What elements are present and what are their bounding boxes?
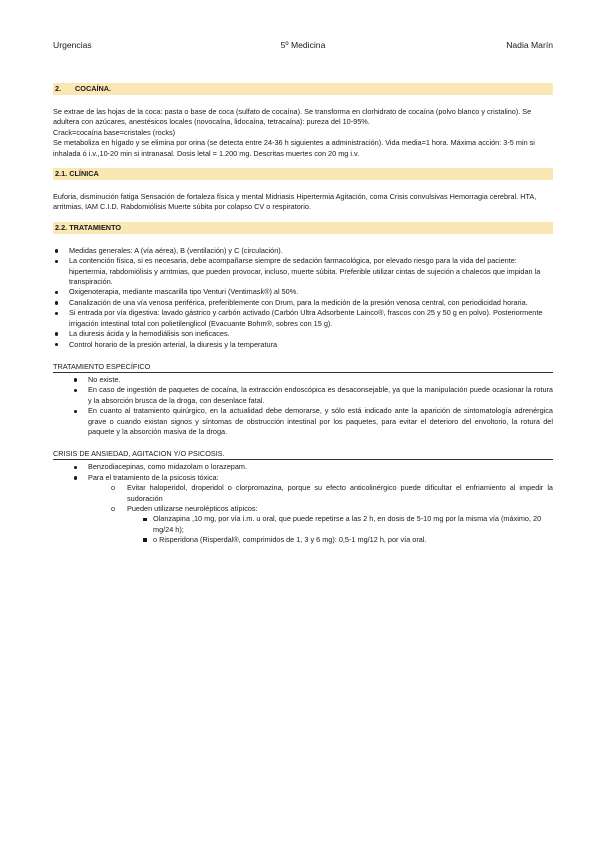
document-body bbox=[53, 83, 553, 546]
header-author: Nadia Marín bbox=[506, 40, 553, 50]
section-title: 2.1. CLÍNICA bbox=[55, 169, 99, 179]
list-item: Oxigenoterapia, mediante mascarilla tipo Venturi (Ventimask®) al 50%. bbox=[53, 287, 553, 297]
section-number: 2. bbox=[55, 84, 62, 93]
section-clinica-heading bbox=[53, 168, 553, 180]
sublist-item-text: Pueden utilizarse neurolépticos atípicos: bbox=[127, 503, 258, 513]
sublist-item bbox=[53, 504, 553, 514]
sub-sublist-item: Olanzapina ,10 mg, por vía i.m. u oral, que puede repetirse a las 2 h, en dosis de 5-10 mg por la misma vía (máximo, 20 mg/24 h); bbox=[53, 514, 553, 535]
sub-sublist-item: o Risperidona (Risperdal®, comprimidos de 1, 3 y 6 mg): 0,5-1 mg/12 h, por vía oral. bbox=[53, 535, 553, 545]
list-item: Control horario de la presión arterial, la diuresis y la temperatura bbox=[53, 340, 553, 350]
clinica-paragraph: Euforia, disminución fatiga Sensación de fortaleza física y mental Midriasis Hipertermia Agitación, coma Crisis convulsivas Hemorragia cerebral. HTA, arritmias, IAM C.I.D. Rabdomiólisis Muerte súbita por colapso CV o respiratorio. bbox=[53, 192, 537, 212]
list-item: En caso de ingestión de paquetes de cocaína, la extracción endoscópica es desaconsejable, ya que la manipulación puede ocasionar la rotura y la absorción brusca de la droga, con desenlace fatal. bbox=[53, 385, 553, 406]
header-course: 5º Medicina bbox=[280, 40, 326, 50]
header-subject: Urgencias bbox=[53, 40, 92, 50]
list-item-text: Para el tratamiento de la psicosis tóxica: bbox=[88, 472, 219, 482]
metabolism-paragraph: Se metaboliza en hígado y se elimina por orina (se detecta entre 24-36 h siguientes a administración). Vida media=1 hora. Máxima acción: 3-5 min si inhalada ó i.v.,10-20 min si intranasal. Dosis letal = 1.200 mg. Descritas muertes con 20 mg i.v. bbox=[53, 138, 535, 158]
page-header bbox=[53, 40, 553, 52]
list-item: La contención física, si es necesaria, debe acompañarse siempre de sedación farmacológica, por elevado riesgo para la vida del paciente: hipertermia, rabdomiólisis y arritmias, que pueden provocar, incluso, muerte súbita. Preferible utilizar cintas de sujeción a chalecos que impidan la transpiración. bbox=[53, 256, 553, 287]
list-item: Si entrada por vía digestiva: lavado gástrico y carbón activado (Carbón Ultra Adsorbente Lainco®, frascos con 25 y 50 g en polvo). Posteriormente irrigación intestinal total con polietilenglicol (Evacuante Bohm®, sobres con 15 g). bbox=[53, 308, 553, 329]
list-item: No existe. bbox=[53, 375, 553, 385]
cocaina-description: Se extrae de las hojas de la coca: pasta o base de coca (sulfato de cocaína). Se transforma en clorhidrato de cocaína (polvo blanco y cristalino). Se adultera con azúcares, anestésicos locales (novocaína, lidocaína, tetracaína): pureza del 10-95%. bbox=[53, 107, 532, 127]
tratamiento-especifico-heading: TRATAMIENTO ESPECÍFICO bbox=[53, 362, 553, 373]
tratamiento-list bbox=[53, 246, 553, 350]
list-item: La diuresis ácida y la hemodiálisis son ineficaces. bbox=[53, 329, 553, 339]
especifico-list bbox=[53, 375, 553, 437]
crisis-heading: CRISIS DE ANSIEDAD, AGITACION Y/O PSICOSIS. bbox=[53, 449, 553, 460]
list-item: Benzodiacepinas, como midazolam o lorazepam. bbox=[53, 462, 553, 472]
section-tratamiento-heading bbox=[53, 222, 553, 234]
psicosis-sublist bbox=[53, 483, 553, 514]
section-title: 2.2. TRATAMIENTO bbox=[55, 222, 122, 232]
sublist-item-text: Evitar haloperidol, droperidol o clorpromazina, porque su efecto anticolinérgico puede dificultar el enfriamiento al impedir la sudoración bbox=[127, 483, 553, 503]
neurolepticos-sublist bbox=[53, 514, 553, 545]
crack-definition: Crack=cocaína base=cristales (rocks) bbox=[53, 127, 176, 137]
list-item bbox=[53, 473, 553, 483]
section-cocaina-heading bbox=[53, 83, 553, 95]
section-title: COCAÍNA. bbox=[75, 84, 112, 93]
circle-bullet-icon: o bbox=[111, 503, 116, 513]
list-item: Medidas generales: A (vía aérea), B (ventilación) y C (circulación). bbox=[53, 246, 553, 256]
list-item: En cuanto al tratamiento quirúrgico, en la actualidad debe demorarse, y sólo está indicado ante la aparición de sintomatología adrenérgica grave o cuando existan signos y síntomas de obstrucción intestinal por los paquetes, para evitar el deterioro del envoltorio, la rotura del paquete y la absorción masiva de la droga. bbox=[53, 406, 553, 437]
circle-bullet-icon: o bbox=[111, 483, 116, 493]
crisis-list bbox=[53, 462, 553, 483]
list-item: Canalización de una vía venosa periférica, preferiblemente con Drum, para la medición de la presión venosa central, con periodicidad horaria. bbox=[53, 298, 553, 308]
sublist-item bbox=[53, 483, 553, 504]
